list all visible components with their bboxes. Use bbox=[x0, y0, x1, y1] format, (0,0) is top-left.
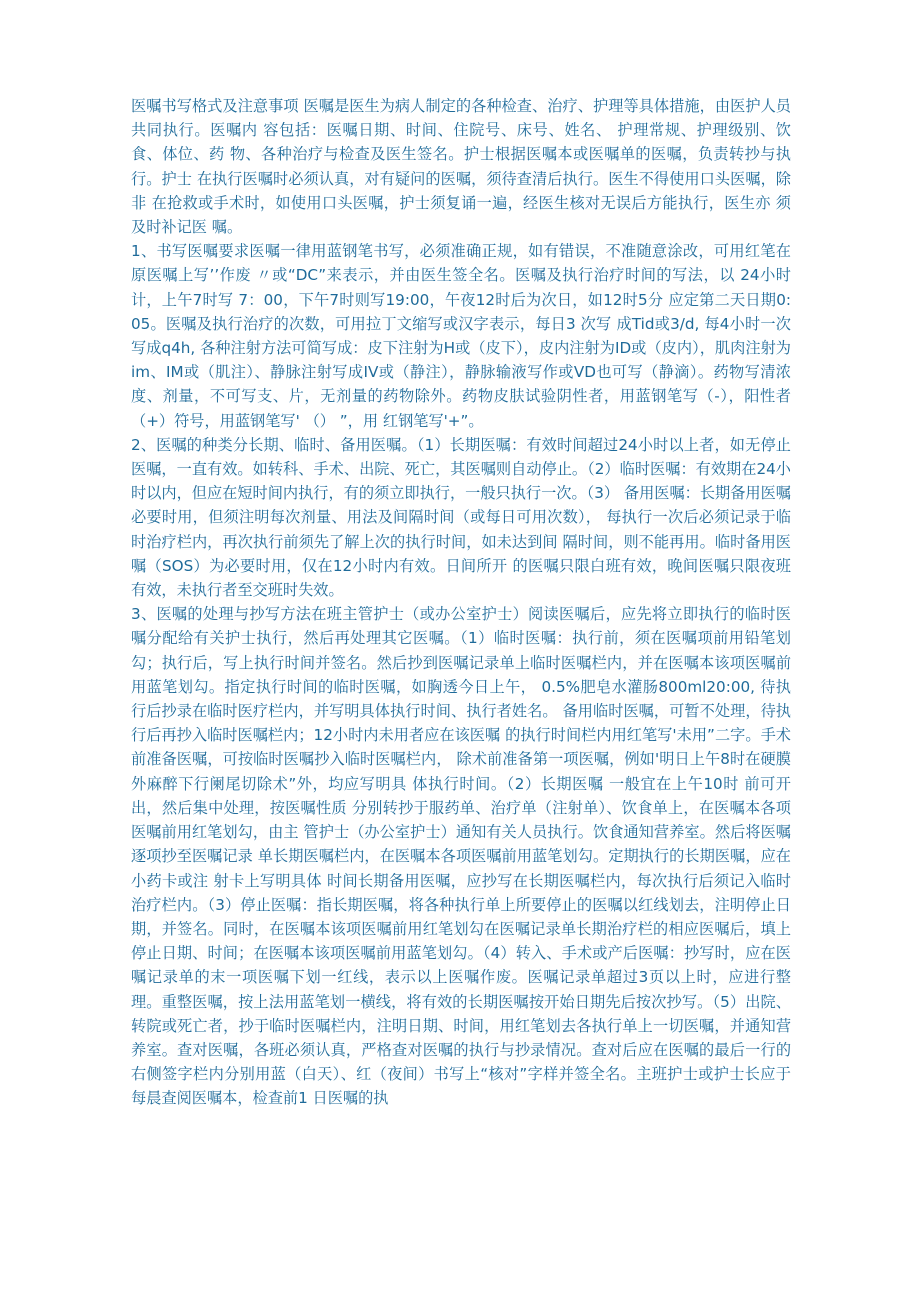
section-1-paragraph: 1、书写医嘱要求医嘱一律用蓝钢笔书写，必须准确正规，如有错误，不准随意涂改，可用红笔在原医嘱上写’’作废 〃或“DC”来表示，并由医生签全名。医嘱及执行治疗时间的写法，以 24小时计，上午7时写 7：00，下午7时则写19:00，午夜12时后为次日，如12时5分 应定第二天日期0:05。医嘱及执行治疗的次数，可用拉丁文缩写或汉字表示，每日3 次写 成Tid或3/d, 每4小时一次写成q4h, 各种注射方法可简写成：皮下注射为H或（皮下），皮内注射为ID或（皮内），肌肉注射为im、IM或（肌注）、静脉注射写成IV或（静注），静脉输液写作或VD也可写（静滴）。药物写清浓度、剂量，不可写支、片，无剂量的药物除外。药物皮肤试验阴性者，用蓝钢笔写（-），阳性者（+）符号，用蓝钢笔写' （） ”，用 红钢笔写'+”。 bbox=[131, 242, 791, 430]
section-3-paragraph: 3、医嘱的处理与抄写方法在班主管护士（或办公室护士）阅读医嘱后，应先将立即执行的临时医嘱分配给有关护士执行，然后再处理其它医嘱。（1）临时医嘱：执行前，须在医嘱项前用铅笔划勾；执行后，写上执行时间并签名。然后抄到医嘱记录单上临时医嘱栏内，并在医嘱本该项医嘱前用蓝笔划勾。指定执行时间的临时医嘱，如胸透今日上午， 0.5%肥皂水灌肠800ml20:00, 待执行后抄录在临时医疗栏内，并写明具体执行时间、执行者姓名。 备用临时医嘱，可暂不处理，待执行后再抄入临时医嘱栏内；12小时内未用者应在该医嘱 的执行时间栏内用红笔写'未用”二字。手术前准备医嘱，可按临时医嘱抄入临时医嘱栏内， 除术前准备第一项医嘱，例如'明日上午8时在硬膜外麻醉下行阑尾切除术”外，均应写明具 体执行时间。（2）长期医嘱 一般宜在上午10时 前可开出，然后集中处理，按医嘱性质 分别转抄于服药单、治疗单（注射单）、饮食单上，在医嘱本各项医嘱前用红笔划勾，由主 管护士（办公室护士）通知有关人员执行。饮食通知营养室。然后将医嘱逐项抄至医嘱记录 单长期医嘱栏内，在医嘱本各项医嘱前用蓝笔划勾。定期执行的长期医嘱，应在小药卡或注 射卡上写明具体 时间长期备用医嘱，应抄写在长期医嘱栏内，每次执行后须记入临时治疗栏内。（3）停止医嘱：指长期医嘱，将各种执行单上所要停止的医嘱以红线划去，注明停止日期，并签名。同时，在医嘱本该项医嘱前用红笔划勾在医嘱记录单长期治疗栏的相应医嘱后，填上停止日期、时间；在医嘱本该项医嘱前用蓝笔划勾。（4）转入、手术或产后医嘱：抄写时，应在医嘱记录单的末一项医嘱下划一红线，表示以上医嘱作废。医嘱记录单超过3页以上时，应进行整理。重整医嘱，按上法用蓝笔划一横线，将有效的长期医嘱按开始日期先后按次抄写。（5）出院、转院或死亡者，抄于临时医嘱栏内，注明日期、时间，用红笔划去各执行单上一切医嘱，并通知营养室。查对医嘱，各班必须认真，严格查对医嘱的执行与抄录情况。查对后应在医嘱的最后一行的右侧签字栏内分别用蓝（白天）、红（夜间）书写上“核对”字样并签全名。主班护士或护士长应于每晨查阅医嘱本，检查前1 日医嘱的执 bbox=[131, 605, 791, 1108]
section-2-paragraph: 2、医嘱的种类分长期、临时、备用医嘱。（1）长期医嘱：有效时间超过24小时以上者，如无停止医嘱，一直有效。如转科、手术、出院、死亡，其医嘱则自动停止。（2）临时医嘱：有效期在24小时以内，但应在短时间内执行，有的须立即执行，一般只执行一次。（3） 备用医嘱：长期备用医嘱必要时用，但须注明每次剂量、用法及间隔时间（或每日可用次数）， 每执行一次后必须记录于临时治疗栏内，再次执行前须先了解上次的执行时间，如未达到间 隔时间，则不能再用。临时备用医嘱（SOS）为必要时用，仅在12小时内有效。日间所开 的医嘱只限白班有效，晚间医嘱只限夜班有效，未执行者至交班时失效。 bbox=[131, 435, 791, 600]
document-body bbox=[131, 94, 791, 1111]
intro-paragraph: 医嘱书写格式及注意事项 医嘱是医生为病人制定的各种检查、治疗、护理等具体措施，由医护人员共同执行。医嘱内 容包括：医嘱日期、时间、住院号、床号、姓名、 护理常规、护理级别、饮食、体位、药 物、各种治疗与检查及医生签名。护士根据医嘱本或医嘱单的医嘱，负责转抄与执行。护士 在执行医嘱时必须认真，对有疑问的医嘱，须待查清后执行。医生不得使用口头医嘱，除非 在抢救或手术时，如使用口头医嘱，护士须复诵一遍，经医生核对无误后方能执行，医生亦 须及时补记医 嘱。 bbox=[131, 97, 791, 237]
